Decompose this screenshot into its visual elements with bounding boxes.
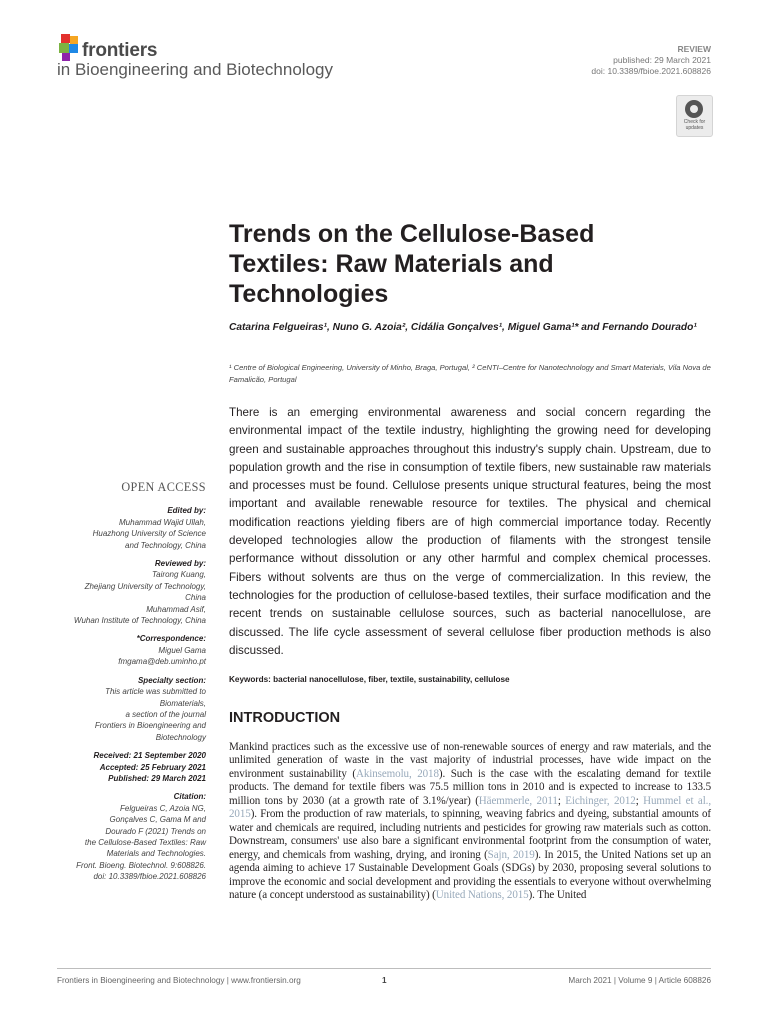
citation-label: Citation: bbox=[173, 792, 206, 802]
footer-divider bbox=[57, 968, 711, 969]
intro-text-segment: ). The United bbox=[528, 888, 587, 901]
citation-line: Front. Bioeng. Biotechnol. 9:608826. bbox=[76, 860, 206, 870]
specialty-section-label: Specialty section: bbox=[137, 675, 206, 685]
logo-square-orange bbox=[70, 36, 78, 44]
reviewer-line: Muhammad Asif, bbox=[146, 604, 206, 614]
abstract: There is an emerging environmental awareness and social concern regarding the environmental impact of the textile industry, highlighting the growing need for developing green and sustainable approaches throughout this industry's supply chain. Upstream, due to population growth and the rise in consumption of textile fibers, new sustainable raw materials and processes must be found. Cellulose presents unique structural features, being the most important and available renewable resource for textiles. The physical and chemical modification reactions yielding fibers are of high commercial importance today. Recently developed technologies allow the production of filaments with the strongest tensile performance without dissolution or any other harmful and complex chemical processes. Fibers without solvents are thus on the verge of commercialization. In this review, the technologies for the production of cellulose-based textiles, their surface modification and the recent trends on sustainable cellulose sources, such as bacterial nanocellulose, are discussed. The life cycle assessment of several cellulose fiber production methods is also discussed. bbox=[229, 406, 711, 657]
published-date: published: 29 March 2021 bbox=[613, 55, 711, 65]
citation-link[interactable]: Eichinger, 2012 bbox=[565, 794, 636, 807]
affiliations: ¹ Centre of Biological Engineering, University of Minho, Braga, Portugal, ² CeNTI–Centre for Nanotechnology and Smart Materials, Vila Nova de Famalicão, Portugal bbox=[229, 363, 711, 384]
citation-link[interactable]: Hummel et al., 2015 bbox=[229, 794, 711, 821]
footer-issue-info: March 2021 | Volume 9 | Article 608826 bbox=[568, 976, 711, 985]
citation-link[interactable]: Akinsemolu, 2018 bbox=[355, 767, 439, 780]
section-heading-introduction: INTRODUCTION bbox=[229, 710, 341, 726]
intro-text-segment: ; bbox=[557, 794, 566, 807]
logo-square-blue bbox=[69, 44, 78, 53]
author-list: Catarina Felgueiras¹, Nuno G. Azoia², Cidália Gonçalves¹, Miguel Gama¹* and Fernando Dourado¹ bbox=[229, 322, 697, 333]
frontiers-logo-icon bbox=[57, 32, 83, 62]
journal-name: in Bioengineering and Biotechnology bbox=[57, 60, 333, 79]
logo-square-green bbox=[59, 43, 69, 53]
brand-name: frontiers bbox=[82, 40, 158, 61]
article-meta-header bbox=[591, 44, 711, 77]
published-date-sidebar: Published: 29 March 2021 bbox=[108, 773, 206, 783]
page-number: 1 bbox=[382, 976, 387, 985]
check-updates-label: Check for updates bbox=[683, 119, 706, 131]
reviewer-line: China bbox=[185, 593, 206, 603]
article-sidebar bbox=[30, 482, 206, 883]
editor-line: and Technology, China bbox=[125, 540, 206, 550]
reviewer-line: Tairong Kuang, bbox=[152, 570, 206, 580]
specialty-line: a section of the journal bbox=[125, 709, 206, 719]
citation-line: Materials and Technologies. bbox=[106, 849, 206, 859]
keywords bbox=[229, 674, 711, 686]
intro-text-segment: ). From the production of raw materials, to spinning, weaving fabrics and dyeing, substantial amounts of water and chemicals are required, including nutrients and pesticides for growing raw materials such as cotton. Downstream, consumers' use also bare a significant environmental footprint from the consumption of water, energy, and chemicals from washing, drying, and ironing ( bbox=[229, 808, 711, 861]
keywords-label: Keywords: bbox=[229, 675, 271, 684]
correspondence-email[interactable]: fmgama@deb.uminho.pt bbox=[118, 657, 206, 667]
accepted-date: Accepted: 25 February 2021 bbox=[99, 762, 206, 772]
citation-link[interactable]: Sajn, 2019 bbox=[487, 848, 535, 861]
specialty-line: Biomaterials, bbox=[159, 698, 206, 708]
intro-text-segment: ). Such is the case with the escalating demand for textile products. The demand for textile fibers was 75.5 million tons in 2010 and is expected to increase to 133.5 million tons by 2030 (at a growth rate of 3.1%/year) ( bbox=[229, 767, 711, 807]
introduction-text bbox=[229, 741, 711, 902]
citation-line: Felgueiras C, Azoia NG, bbox=[120, 803, 206, 813]
intro-text-segment: Mankind practices such as the excessive use of non-renewable sources of energy and raw materials, and the unlimited generation of waste in the vast majority of industrial processes, have wide impact on the environment sustainability ( bbox=[229, 741, 711, 780]
specialty-line: This article was submitted to bbox=[105, 687, 206, 697]
check-for-updates-badge[interactable] bbox=[676, 95, 713, 137]
specialty-line: Frontiers in Bioengineering and bbox=[94, 721, 206, 731]
keywords-list: bacterial nanocellulose, fiber, textile, sustainability, cellulose bbox=[273, 675, 510, 684]
intro-text-segment: ; bbox=[635, 794, 644, 807]
citation-link[interactable]: United Nations, 2015 bbox=[435, 888, 529, 901]
reviewed-by-label: Reviewed by: bbox=[154, 559, 206, 569]
article-type: REVIEW bbox=[677, 44, 711, 54]
check-updates-icon bbox=[685, 100, 703, 118]
citation-line: doi: 10.3389/fbioe.2021.608826 bbox=[93, 872, 206, 882]
article-title: Trends on the Cellulose-Based Textiles: Raw Materials and Technologies bbox=[229, 220, 595, 308]
specialty-line: Biotechnology bbox=[155, 732, 206, 742]
footer-journal-link[interactable]: Frontiers in Bioengineering and Biotechnology | www.frontiersin.org bbox=[57, 976, 301, 985]
open-access-label: OPEN ACCESS bbox=[121, 480, 206, 494]
logo-square-red bbox=[61, 34, 70, 43]
reviewer-line: Wuhan Institute of Technology, China bbox=[73, 616, 206, 626]
edited-by-label: Edited by: bbox=[167, 506, 206, 516]
correspondence-name: Miguel Gama bbox=[158, 645, 206, 655]
citation-line: the Cellulose-Based Textiles: Raw bbox=[84, 837, 206, 847]
intro-text-segment: ). In 2015, the United Nations set up an agenda aiming to achieve 17 Sustainable Development Goals (SDGs) by 2030, proposing several solutions to improve the economic and social development and providing the essentials to everyone without overwhelming nature (a concept understood as sustainability) ( bbox=[229, 848, 712, 901]
editor-line: Muhammad Wajid Ullah, bbox=[119, 517, 206, 527]
reviewer-line: Zhejiang University of Technology, bbox=[84, 581, 206, 591]
editor-line: Huazhong University of Science bbox=[92, 529, 206, 539]
received-date: Received: 21 September 2020 bbox=[93, 751, 206, 761]
correspondence-label: *Correspondence: bbox=[136, 634, 206, 644]
article-doi: doi: 10.3389/fbioe.2021.608826 bbox=[591, 66, 711, 76]
citation-line: Gonçalves C, Gama M and bbox=[109, 815, 206, 825]
citation-line: Dourado F (2021) Trends on bbox=[105, 826, 206, 836]
citation-link[interactable]: Häemmerle, 2011 bbox=[478, 794, 558, 807]
